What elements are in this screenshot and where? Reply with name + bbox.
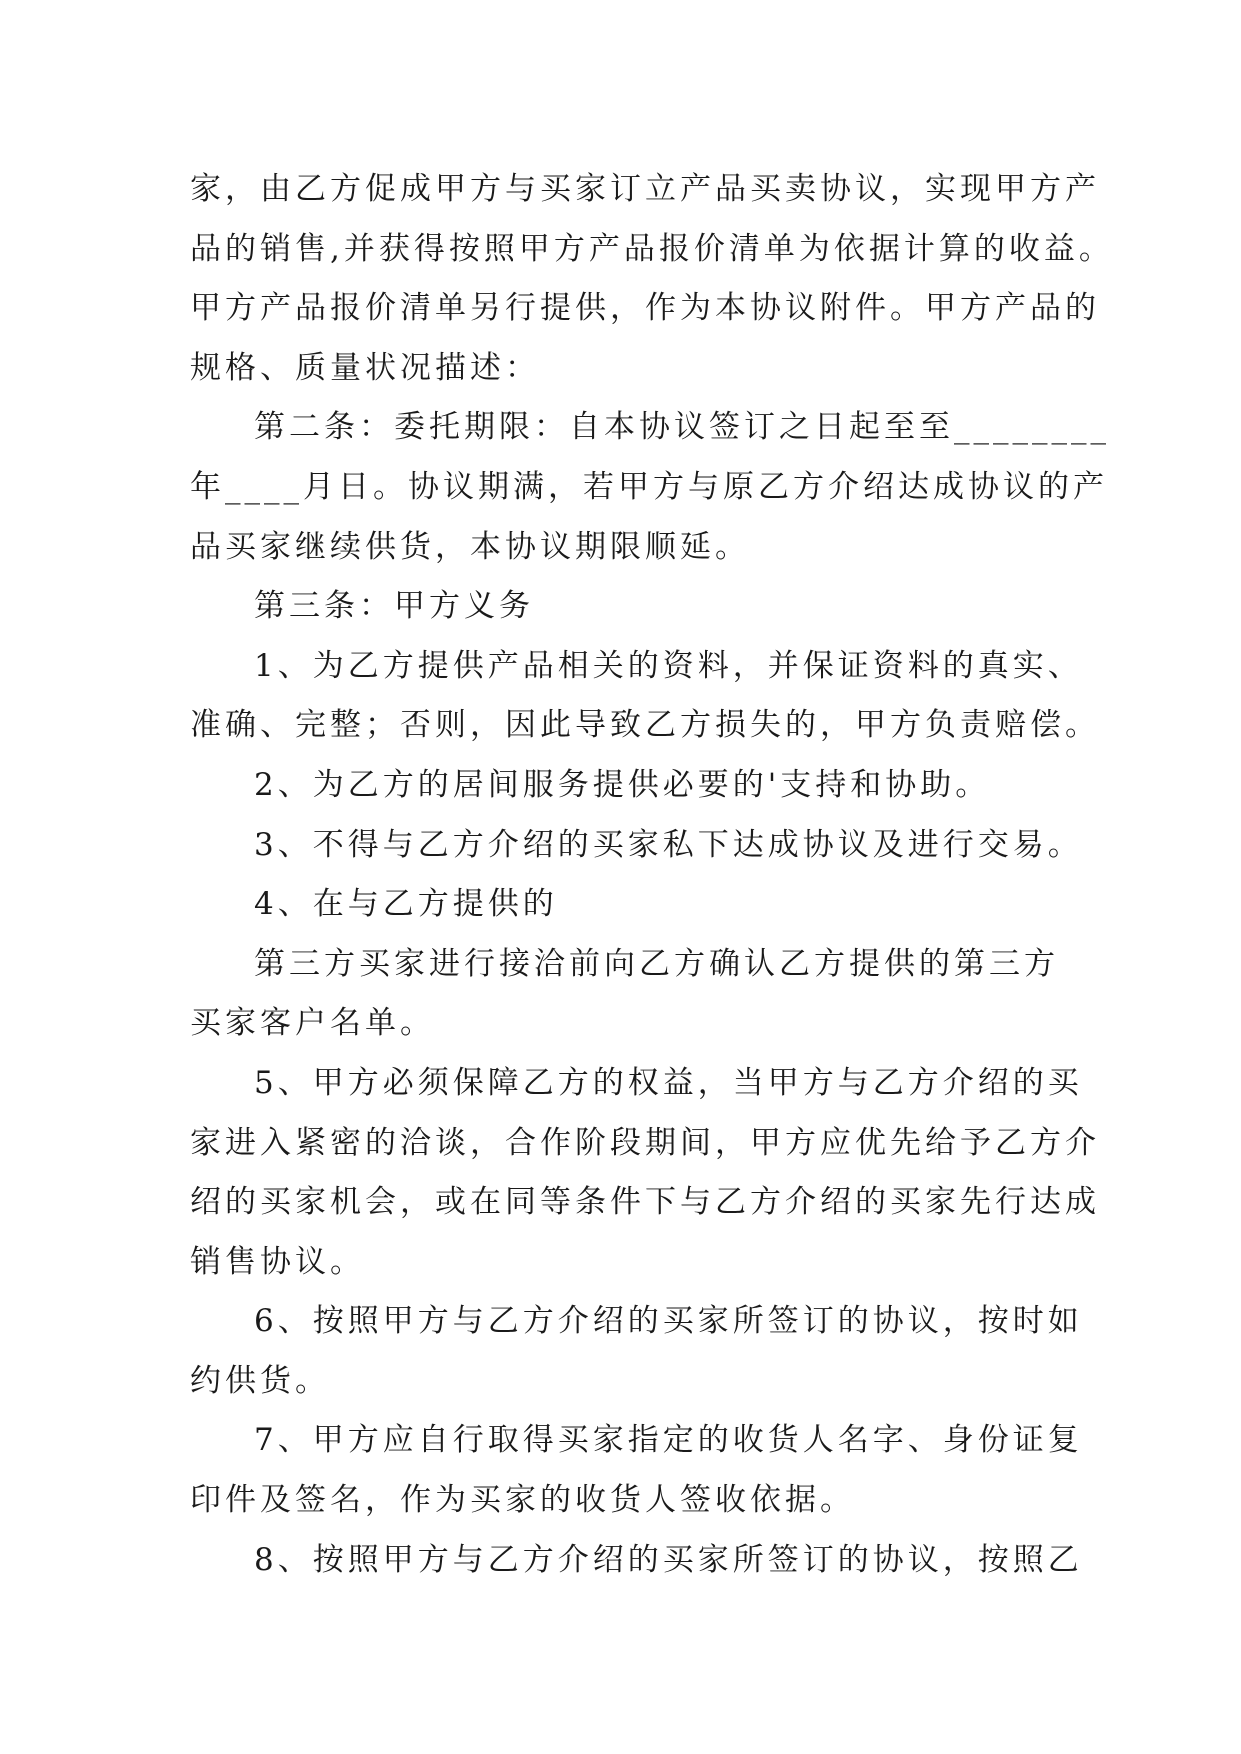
- document-body: [190, 160, 1114, 1590]
- text-line: 印件及签名，作为买家的收货人签收依据。: [190, 1482, 855, 1519]
- text-line: 约供货。: [190, 1362, 330, 1399]
- text-line: 甲方产品报价清单另行提供，作为本协议附件。甲方产品的: [190, 290, 1100, 327]
- text-line: 规格、质量状况描述：: [190, 349, 540, 386]
- list-item-2: 2、为乙方的居间服务提供必要的'支持和协助。: [254, 766, 991, 803]
- text-line: 第三方买家进行接洽前向乙方确认乙方提供的第三方: [254, 945, 1059, 982]
- text-line: 销售协议。: [190, 1243, 365, 1280]
- text-line: 家，由乙方促成甲方与买家订立产品买卖协议，实现甲方产: [190, 171, 1100, 207]
- list-item-3: 3、不得与乙方介绍的买家私下达成协议及进行交易。: [254, 826, 1083, 863]
- list-item-1: 1、为乙方提供产品相关的资料，并保证资料的真实、: [254, 647, 1083, 684]
- list-item-5: 5、甲方必须保障乙方的权益，当甲方与乙方介绍的买: [254, 1064, 1083, 1101]
- list-item-8: 8、按照甲方与乙方介绍的买家所签订的协议，按照乙: [254, 1541, 1083, 1578]
- clause-heading-article-3: 第三条：甲方义务: [254, 588, 534, 625]
- text-line: 品买家继续供货，本协议期限顺延。: [190, 528, 750, 565]
- text-line: 品的销售,并获得按照甲方产品报价清单为依据计算的收益。: [190, 230, 1114, 267]
- text-line: 年____月日。协议期满，若甲方与原乙方介绍达成协议的产: [190, 468, 1108, 505]
- text-line: 绍的买家机会，或在同等条件下与乙方介绍的买家先行达成: [190, 1184, 1100, 1221]
- text-line: 买家客户名单。: [190, 1005, 435, 1042]
- text-line: 家进入紧密的洽谈，合作阶段期间，甲方应优先给予乙方介: [190, 1124, 1100, 1161]
- list-item-7: 7、甲方应自行取得买家指定的收货人名字、身份证复: [254, 1422, 1083, 1459]
- clause-heading-article-2: 第二条：委托期限：自本协议签订之日起至至________: [254, 409, 1110, 446]
- text-line: 准确、完整；否则，因此导致乙方损失的，甲方负责赔偿。: [190, 707, 1100, 744]
- list-item-6: 6、按照甲方与乙方介绍的买家所签订的协议，按时如: [254, 1303, 1083, 1340]
- list-item-4: 4、在与乙方提供的: [254, 886, 558, 923]
